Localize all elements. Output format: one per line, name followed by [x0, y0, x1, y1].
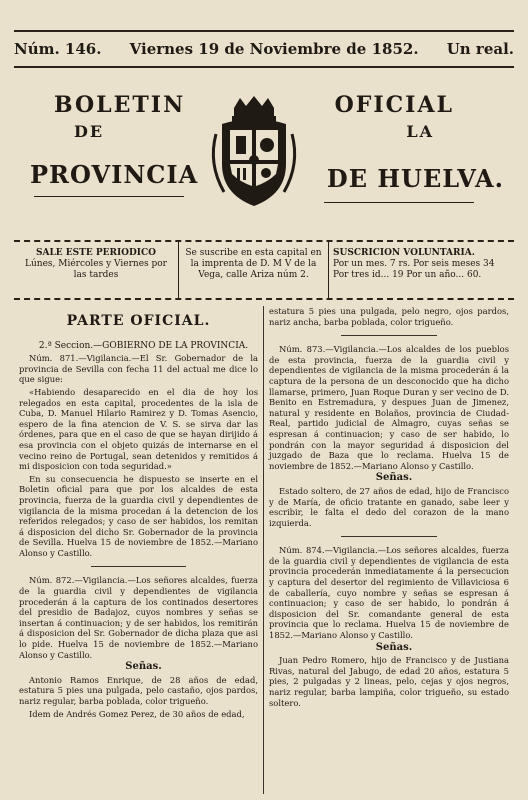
issue-date: Viernes 19 de Noviembre de 1852.: [129, 40, 419, 58]
notice-871-quote: «Habiendo desaparecido en el dia de hoy los relegados en esta capital, procedentes de la isla de Cuba, D. Manuel Hilario Ramirez y D. Tomas Asencio, espero de la fina atencion de V. S. se sirva dar las órdenes, para que en el caso de que se hayan dirijido á esa provincia con el objeto quizás de internarse en el vecino reino de Portugal, sean detenidos y remitidos á mi disposicion con toda seguridad.»: [19, 386, 258, 472]
separator: [341, 335, 437, 336]
article-columns: [14, 306, 514, 794]
title-provincia: PROVINCIA: [30, 160, 199, 189]
royal-crest-icon: [204, 94, 304, 214]
subscription-prices: [329, 242, 514, 298]
section-heading: 2.ª Seccion.—GOBIERNO DE LA PROVINCIA.: [38, 340, 249, 351]
title-de: DE: [74, 122, 105, 141]
prices-line-2: Por tres id... 19 Por un año... 60.: [333, 270, 482, 280]
prices-title: SUSCRICION VOLUNTARIA.: [333, 248, 475, 258]
parte-oficial-heading: PARTE OFICIAL.: [66, 313, 211, 329]
senas-heading: Señas.: [125, 661, 162, 673]
right-column: [264, 306, 514, 794]
issue-number: Núm. 146.: [14, 40, 102, 58]
masthead-rule: [14, 66, 514, 68]
title-de-huelva: DE HUELVA.: [326, 164, 504, 193]
title-oficial: OFICIAL: [334, 92, 454, 118]
description-juan-pedro: Juan Pedro Romero, hijo de Francisco y de Justiana Rivas, natural del Jabugo, de edad 20 años, estatura 5 pies, 2 pulgadas y 2 lineas, pelo, cejas y ojos negros, nariz regular, barba lampiña, color trigueño, su estado soltero.: [269, 655, 509, 708]
title-boletin: BOLETIN: [54, 92, 186, 118]
notice-872: Núm. 872.—Vigilancia.—Los señores alcaldes, fuerza de la guardia civil y dependientes de vigilancia procederán á la captura de los continados desertores del presidio de Badajoz, cuyos nombres y señas se insertan á continuacion; y de ser habidos, los remitirán á disposicion del Sr. Gobernador de dicha plaza que asi lo pide. Huelva 15 de noviembre de 1852.—Mariano Alonso y Castillo.: [19, 575, 258, 660]
subscription-location: [179, 242, 329, 298]
title-underline-right: [324, 202, 474, 203]
notice-871: Núm. 871.—Vigilancia.—El Sr. Gobernador de la provincia de Sevilla con fecha 11 del actual me dice lo que sigue:: [19, 353, 258, 385]
senas-heading: Señas.: [375, 472, 413, 484]
schedule-text: Lúnes, Miércoles y Viernes por las tardes: [25, 259, 167, 280]
masthead-bar: [14, 34, 514, 64]
issue-price: Un real.: [446, 40, 514, 58]
senas-heading: Señas.: [375, 641, 413, 653]
newspaper-title: [14, 92, 514, 222]
schedule-title: SALE ESTE PERIODICO: [35, 248, 157, 258]
notice-873: Núm. 873.—Vigilancia.—Los alcaldes de los pueblos de esta provincia, fuerza de la guardia civil y dependientes de vigilancia de la misma procederán á la captura de la persona de un desconocido que ha dicho llamarse, primero, Juan Roque Duran y ser vecino de D. Benito en Estremadura, y despues Juan de Jimenez, natural y residente en Bolaños, provincia de Ciudad-Real, partido judicial de Almagro, cuyas señas se espresan á continuacion; y caso de ser habido, lo pondrán con la mayor seguridad á disposicion del juzgado de Baza que lo reclama. Huelva 15 de noviembre de 1852.—Mariano Alonso y Castillo.: [269, 344, 509, 471]
description-antonio: Antonio Ramos Enrique, de 28 años de edad, estatura 5 pies una pulgada, pelo castaño, ojos pardos, nariz regular, barba poblada, color trigueño.: [19, 674, 258, 706]
separator: [341, 536, 437, 537]
left-column: [14, 306, 264, 794]
continued-text: estatura 5 pies una pulgada, pelo negro, ojos pardos, nariz ancha, barba poblada, color trigueño.: [269, 306, 509, 327]
prices-line-1: Por un mes. 7 rs. Por seis meses 34: [333, 259, 495, 269]
description-andres: Idem de Andrés Gomez Perez, de 30 años de edad,: [29, 708, 245, 719]
subscription-info: [14, 240, 514, 300]
title-underline-left: [34, 196, 184, 197]
location-text: Se suscribe en esta capital en la imprenta de D. M V de la Vega, calle Ariza núm 2.: [185, 248, 322, 280]
separator: [91, 566, 187, 567]
top-rule: [14, 30, 514, 32]
description-unknown: Estado soltero, de 27 años de edad, hijo de Francisco y de María, de oficio tratante en ganado, sabe leer y escribir, le falta el dedo del corazon de la mano izquierda.: [269, 485, 509, 528]
notice-871-body: En su consecuencia he dispuesto se inserte en el Boletin oficial para que por los alcaldes de esta provincia, fuerza de la guardia civil y dependientes de vigilancia de la misma procedan á la detencion de los referidos relegados; y caso de ser habidos, los remitan á disposicion del dicho Sr. Gobernador de la provincia de Sevilla. Huelva 15 de noviembre de 1852.—Mariano Alonso y Castillo.: [19, 473, 258, 558]
publication-schedule: [14, 242, 179, 298]
notice-874: Núm. 874.—Vigilancia.—Los señores alcaldes, fuerza de la guardia civil y dependientes de vigilancia de esta provincia procederán inmediatamente á la persecucion y captura del desertor del regimiento de Villaviciosa 6 de caballería, cuyo nombre y señas se espresan á continuacion; y caso de ser habido, lo pondrán á disposicion del Sr. comandante general de esta provincia que lo reclama. Huelva 15 de noviembre de 1852.—Mariano Alonso y Castillo.: [269, 545, 509, 641]
title-la: LA: [406, 122, 434, 141]
